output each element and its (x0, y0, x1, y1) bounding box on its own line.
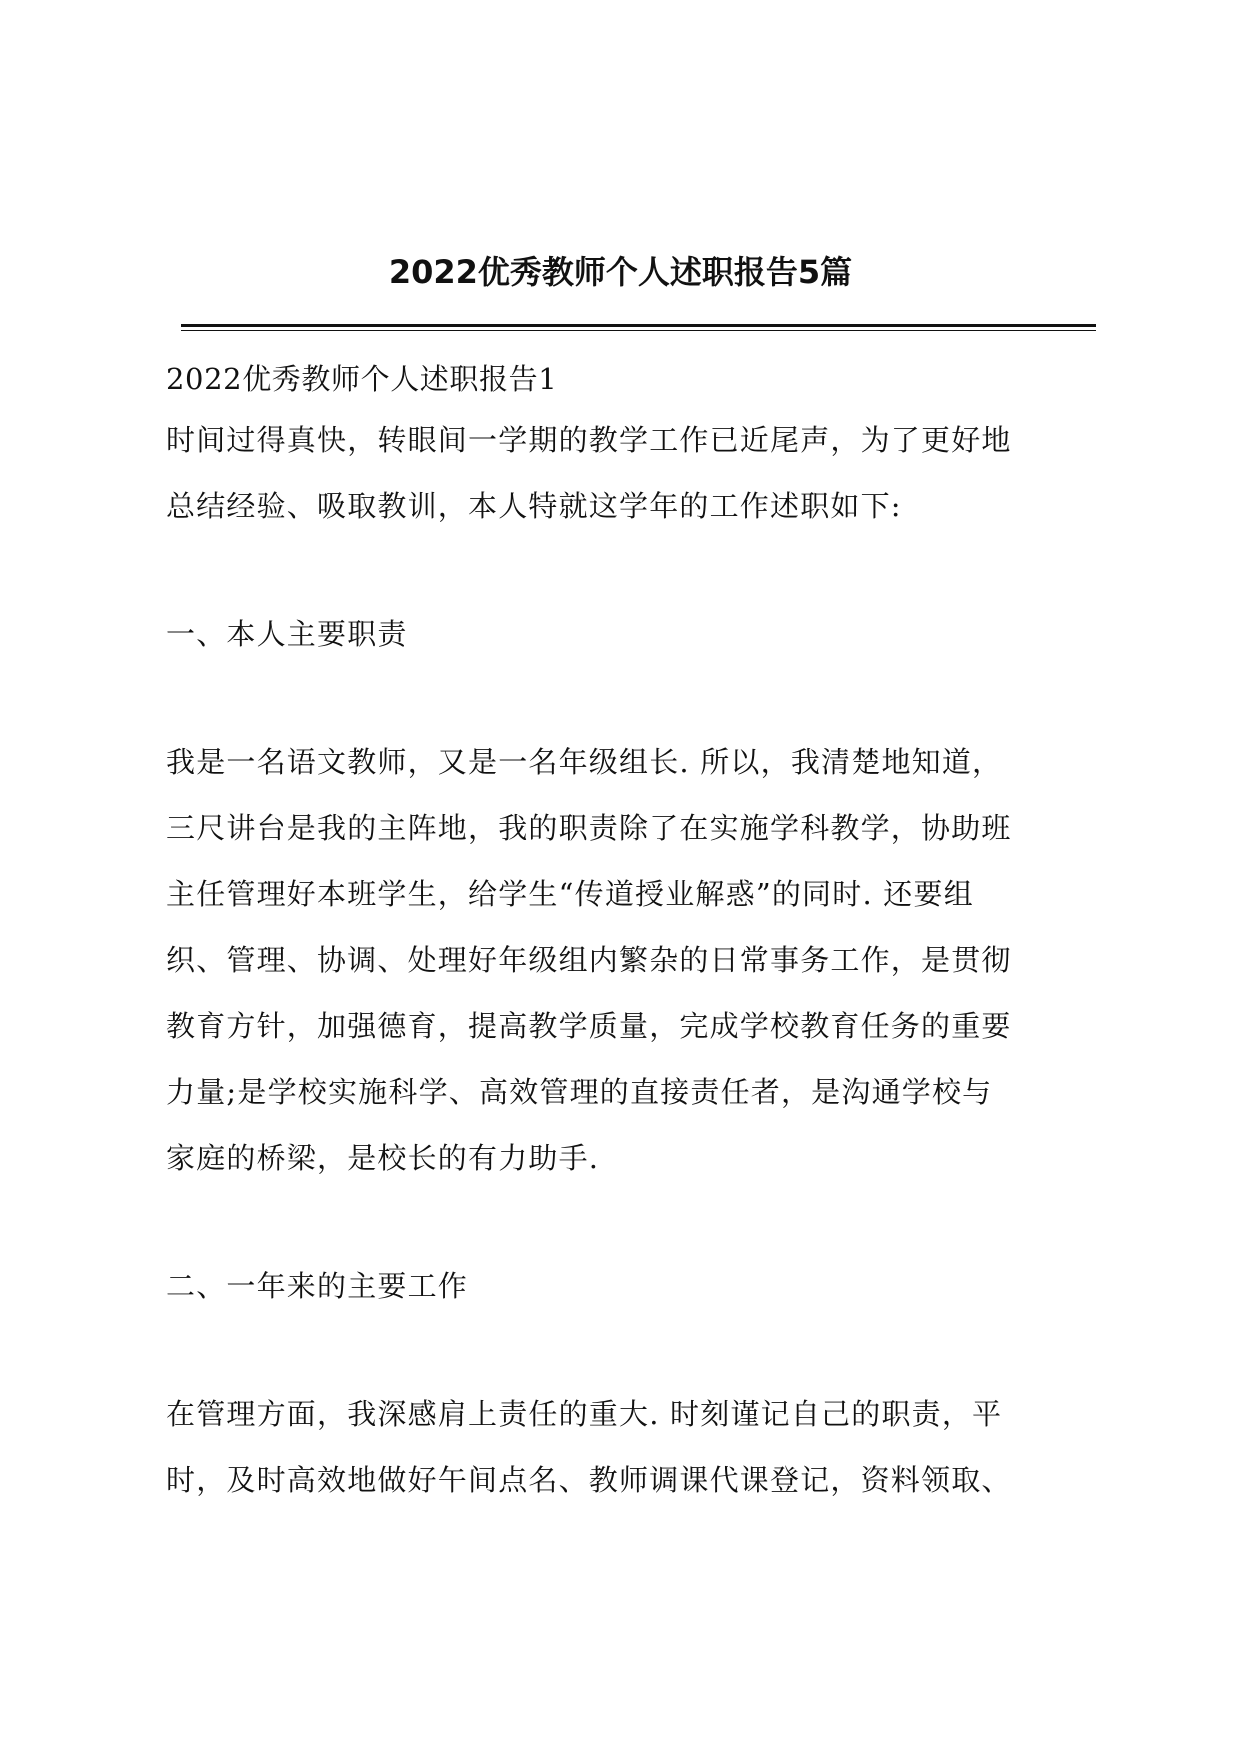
paragraph-line: 家庭的桥梁，是校长的有力助手. (166, 1141, 600, 1175)
paragraph-line: 力量;是学校实施科学、高效管理的直接责任者，是沟通学校与 (166, 1075, 993, 1109)
paragraph-line: 在管理方面，我深感肩上责任的重大. 时刻谨记自己的职责，平 (166, 1397, 1003, 1431)
paragraph-line: 我是一名语文教师，又是一名年级组长. 所以，我清楚地知道， (166, 745, 1003, 779)
paragraph-line: 三尺讲台是我的主阵地，我的职责除了在实施学科教学，协助班 (166, 811, 1012, 845)
paragraph-line: 织、管理、协调、处理好年级组内繁杂的日常事务工作，是贯彻 (166, 943, 1012, 977)
section-heading: 二、一年来的主要工作 (166, 1269, 469, 1303)
section-heading: 2022优秀教师个人述职报告1 (166, 362, 558, 396)
title-divider-thick (181, 324, 1096, 327)
title-divider-thin (181, 330, 1096, 331)
paragraph-line: 时间过得真快，转眼间一学期的教学工作已近尾声，为了更好地 (166, 423, 1012, 457)
document-title: 2022优秀教师个人述职报告5篇 (388, 253, 853, 291)
paragraph-line: 时，及时高效地做好午间点名、教师调课代课登记，资料领取、 (166, 1463, 1012, 1497)
paragraph-line: 主任管理好本班学生，给学生“传道授业解惑”的同时. 还要组 (166, 877, 974, 911)
paragraph-line: 总结经验、吸取教训，本人特就这学年的工作述职如下: (166, 489, 902, 523)
section-heading: 一、本人主要职责 (166, 617, 408, 651)
paragraph-line: 教育方针，加强德育，提高教学质量，完成学校教育任务的重要 (166, 1009, 1012, 1043)
